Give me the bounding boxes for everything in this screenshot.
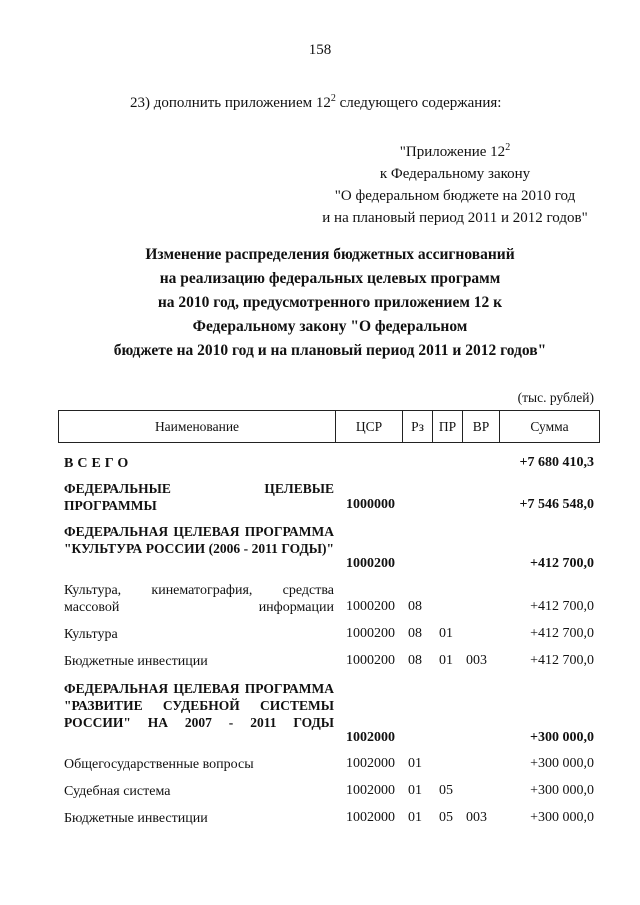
row-name: Культура, кинематография, средства массовой информации <box>64 583 334 615</box>
row-pr: 05 <box>439 810 453 825</box>
row-sum: +412 700,0 <box>530 556 594 571</box>
table-row <box>58 653 600 673</box>
header-sum: Сумма <box>500 411 600 443</box>
row-csr: 1000000 <box>346 497 395 512</box>
intro-text-after: следующего содержания: <box>335 95 502 111</box>
row-vr: 003 <box>466 810 487 825</box>
table-row <box>58 810 600 830</box>
row-name: Бюджетные инвестиции <box>64 811 208 826</box>
appendix-line-4: и на плановый период 2011 и 2012 годов" <box>322 210 588 226</box>
row-rz: 08 <box>408 626 422 641</box>
row-name: Бюджетные инвестиции <box>64 654 208 669</box>
units-label: (тыс. рублей) <box>517 390 594 405</box>
table-row <box>58 582 600 618</box>
table-row <box>58 783 600 803</box>
row-csr: 1002000 <box>346 730 395 745</box>
row-csr: 1000200 <box>346 556 395 571</box>
row-sum: +300 000,0 <box>530 730 594 745</box>
table-row <box>58 756 600 776</box>
document-title <box>70 243 590 363</box>
appendix-line-1-text: "Приложение 12 <box>399 144 506 160</box>
row-pr: 05 <box>439 783 453 798</box>
row-csr: 1000200 <box>346 599 395 614</box>
header-csr: ЦСР <box>336 411 403 443</box>
table-row <box>58 480 600 516</box>
appendix-header <box>290 137 620 229</box>
row-sum: +412 700,0 <box>530 653 594 668</box>
row-sum: +7 680 410,3 <box>519 455 594 470</box>
header-rz: Рз <box>403 411 433 443</box>
intro-line <box>130 93 501 112</box>
table-row <box>58 626 600 646</box>
row-pr: 01 <box>439 626 453 641</box>
row-name: ФЕДЕРАЛЬНАЯ ЦЕЛЕВАЯ ПРОГРАММА "РАЗВИТИЕ СУДЕБНОЙ СИСТЕМЫ РОССИИ" НА 2007 - 2011 ГОДЫ <box>64 681 334 730</box>
table-row <box>58 523 600 575</box>
intro-superscript: 2 <box>330 93 336 104</box>
row-csr: 1000200 <box>346 626 395 641</box>
title-line: на 2010 год, предусмотренного приложением 12 к <box>157 294 503 311</box>
row-sum: +412 700,0 <box>530 599 594 614</box>
appendix-superscript: 2 <box>505 142 511 153</box>
title-line: Изменение распределения бюджетных ассигнований <box>145 246 515 263</box>
table-row <box>58 680 600 748</box>
appendix-line-2: к Федеральному закону <box>379 166 531 182</box>
row-csr: 1000200 <box>346 653 395 668</box>
title-line: на реализацию федеральных целевых программ <box>159 270 501 287</box>
row-name: ФЕДЕРАЛЬНЫЕ ЦЕЛЕВЫЕ ПРОГРАММЫ <box>64 481 334 513</box>
row-sum: +7 546 548,0 <box>519 497 594 512</box>
row-vr: 003 <box>466 653 487 668</box>
header-pr: ПР <box>433 411 463 443</box>
row-rz: 08 <box>408 599 422 614</box>
table-header <box>58 410 600 443</box>
row-rz: 01 <box>408 810 422 825</box>
row-rz: 08 <box>408 653 422 668</box>
row-name: Судебная система <box>64 784 171 799</box>
row-rz: 01 <box>408 783 422 798</box>
appendix-line-1 <box>290 137 620 163</box>
header-vr: ВР <box>463 411 500 443</box>
row-name: ВСЕГО <box>64 456 133 471</box>
table-row <box>58 455 600 475</box>
row-csr: 1002000 <box>346 810 395 825</box>
intro-text: 23) дополнить приложением 12 <box>130 95 331 111</box>
page-number: 158 <box>308 42 332 58</box>
row-sum: +412 700,0 <box>530 626 594 641</box>
row-sum: +300 000,0 <box>530 783 594 798</box>
header-name: Наименование <box>59 411 336 443</box>
row-rz: 01 <box>408 756 422 771</box>
title-line: Федеральному закону "О федеральном <box>192 318 468 335</box>
row-csr: 1002000 <box>346 756 395 771</box>
row-name: Общегосударственные вопросы <box>64 757 254 772</box>
row-sum: +300 000,0 <box>530 810 594 825</box>
row-csr: 1002000 <box>346 783 395 798</box>
title-line: бюджете на 2010 год и на плановый период 2011 и 2012 годов" <box>113 342 547 359</box>
row-pr: 01 <box>439 653 453 668</box>
row-name: ФЕДЕРАЛЬНАЯ ЦЕЛЕВАЯ ПРОГРАММА "КУЛЬТУРА РОССИИ (2006 - 2011 ГОДЫ)" <box>64 524 334 556</box>
appendix-line-3: "О федеральном бюджете на 2010 год <box>334 188 576 204</box>
row-name: Культура <box>64 627 118 642</box>
row-sum: +300 000,0 <box>530 756 594 771</box>
